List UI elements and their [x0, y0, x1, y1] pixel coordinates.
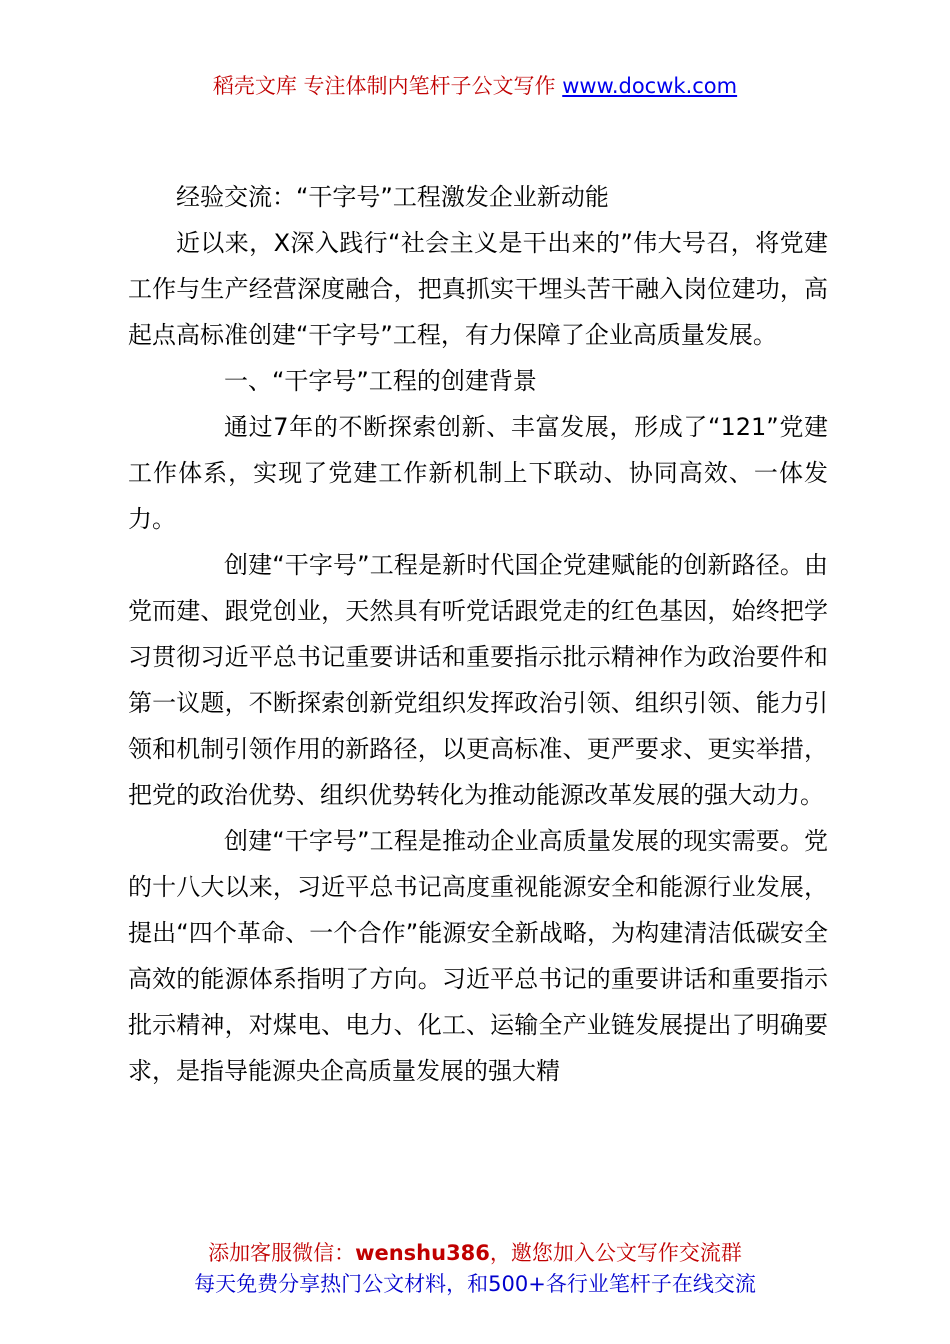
- paragraph-innovation-path: 创建“干字号”工程是新时代国企党建赋能的创新路径。由党而建、跟党创业，天然具有听党话跟党走的红色基因，始终把学习贯彻习近平总书记重要讲话和重要指示批示精神作为政治要件和第一议题，不断探索创新党组织发挥政治引领、组织引领、能力引领和机制引领作用的新路径，以更高标准、更严要求、更实举措，把党的政治优势、组织优势转化为推动能源改革发展的强大动力。: [128, 551, 828, 809]
- document-title: 经验交流：“干字号”工程激发企业新动能: [176, 183, 609, 211]
- footer-wechat-prefix: 添加客服微信：: [208, 1241, 356, 1265]
- paragraph-realistic-need: 创建“干字号”工程是推动企业高质量发展的现实需要。党的十八大以来，习近平总书记高度重视能源安全和能源行业发展，提出“四个革命、一个合作”能源安全新战略，为构建清洁低碳安全高效的能源体系指明了方向。习近平总书记的重要讲话和重要指示批示精神，对煤电、电力、化工、运输全产业链发展提出了明确要求，是指导能源央企高质量发展的强大精: [128, 827, 828, 1085]
- page-footer: [0, 1238, 950, 1300]
- footer-wechat-line: [0, 1238, 950, 1269]
- brand-text: 稻壳文库 专注体制内笔杆子公文写作: [212, 74, 563, 98]
- footer-share-line: 每天免费分享热门公文材料，和500+各行业笔杆子在线交流: [194, 1272, 756, 1296]
- document-body: [128, 174, 828, 1094]
- section-heading-1: 一、“干字号”工程的创建背景: [224, 367, 537, 395]
- paragraph-intro: 近以来，X深入践行“社会主义是干出来的”伟大号召，将党建工作与生产经营深度融合，把真抓实干埋头苦干融入岗位建功，高起点高标准创建“干字号”工程，有力保障了企业高质量发展。: [128, 229, 828, 349]
- paragraph-background: 通过7年的不断探索创新、丰富发展，形成了“121”党建工作体系，实现了党建工作新机制上下联动、协同高效、一体发力。: [128, 413, 828, 533]
- wechat-id: wenshu386: [355, 1241, 490, 1265]
- footer-wechat-suffix: ，邀您加入公文写作交流群: [489, 1241, 742, 1265]
- site-link[interactable]: www.docwk.com: [562, 74, 738, 98]
- page-header: [0, 70, 950, 100]
